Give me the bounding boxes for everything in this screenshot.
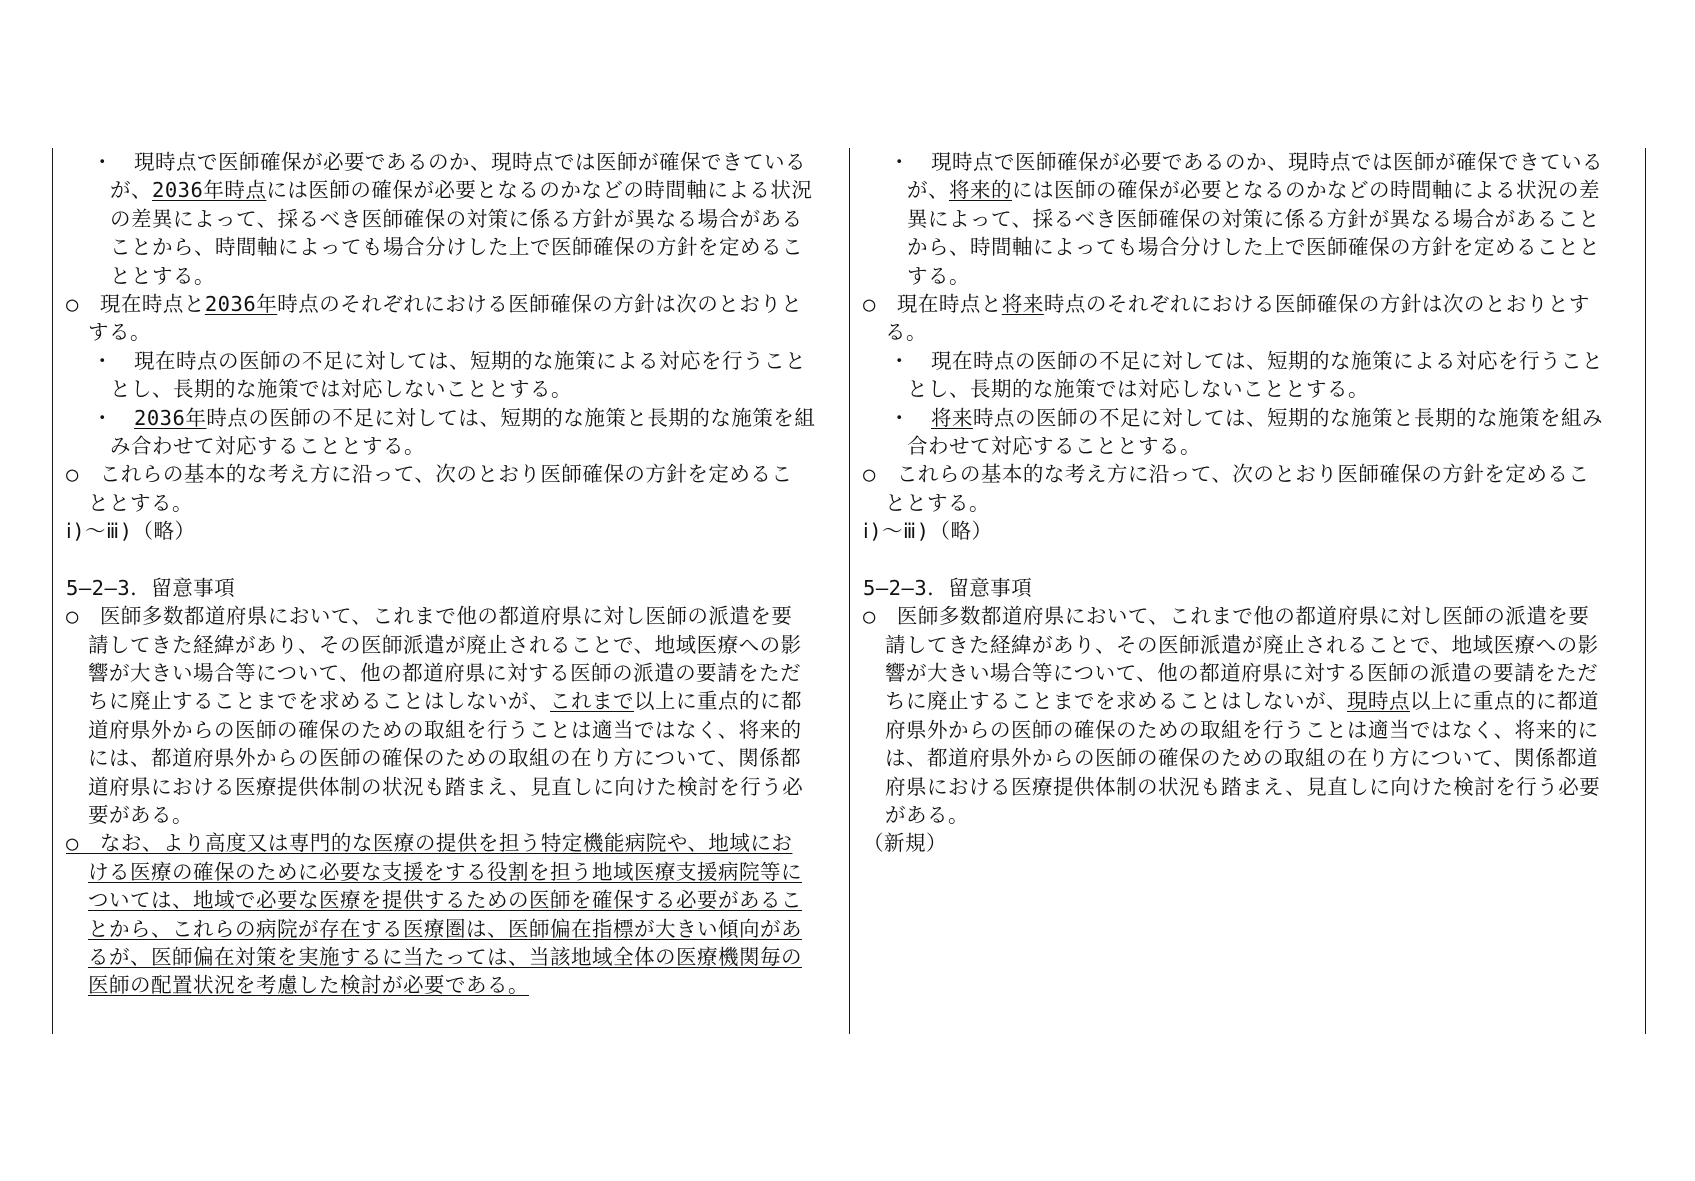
amended-text: 将来的 xyxy=(949,178,1012,203)
text-segment: ・ xyxy=(92,405,134,430)
text-line xyxy=(863,205,1643,233)
text-segment: 請してきた経緯があり、その医師派遣が廃止されることで、地域医療への影 xyxy=(88,632,802,657)
text-line xyxy=(863,404,1643,432)
revised-text-column xyxy=(66,148,846,1000)
text-line xyxy=(66,971,846,999)
amended-text: 現時点 xyxy=(1347,689,1410,714)
text-line xyxy=(66,517,846,545)
amended-text: 将来 xyxy=(931,405,973,430)
text-segment: から、時間軸によっても場合分けした上で医師確保の方針を定めることと xyxy=(907,235,1600,260)
text-segment: には医師の確保が必要となるのかなどの時間軸による状況の差 xyxy=(1012,178,1600,203)
text-segment: 以上に重点的に都 xyxy=(634,689,802,714)
text-line xyxy=(66,886,846,914)
text-segment: る。 xyxy=(885,320,927,345)
text-line xyxy=(66,489,846,517)
text-segment: ○ 現在時点と xyxy=(863,291,1002,316)
text-segment: 時点のそれぞれにおける医師確保の方針は次のとおりと xyxy=(277,291,803,316)
text-line xyxy=(863,318,1643,346)
text-line xyxy=(66,148,846,176)
text-segment: 時点の医師の不足に対しては、短期的な施策と長期的な施策を組み xyxy=(973,405,1603,430)
text-line xyxy=(66,744,846,772)
amended-text: ついては、地域で必要な医療を提供するための医師を確保する必要があるこ xyxy=(88,888,802,913)
text-line xyxy=(863,347,1643,375)
text-line xyxy=(66,631,846,659)
text-line xyxy=(863,602,1643,630)
text-line xyxy=(863,233,1643,261)
text-line xyxy=(863,773,1643,801)
amended-text: これまで xyxy=(550,689,634,714)
text-line xyxy=(863,375,1643,403)
text-segment: 響が大きい場合等について、他の都道府県に対する医師の派遣の要請をただ xyxy=(885,661,1599,686)
text-line xyxy=(863,744,1643,772)
text-segment: ちに廃止することまでを求めることはしないが、 xyxy=(88,689,550,714)
text-segment: ととする。 xyxy=(885,490,990,515)
text-segment: ・ 現在時点の医師の不足に対しては、短期的な施策による対応を行うこと xyxy=(889,348,1603,373)
text-line xyxy=(66,176,846,204)
text-segment: 時点のそれぞれにおける医師確保の方針は次のとおりとす xyxy=(1043,291,1590,316)
text-line xyxy=(66,290,846,318)
amended-text: ける医療の確保のために必要な支援をする役割を担う地域医療支援病院等に xyxy=(88,859,802,884)
text-segment: ○ 現在時点と xyxy=(66,291,205,316)
text-segment: は、都道府県外からの医師の確保のための取組の在り方について、関係都道 xyxy=(885,746,1599,771)
text-segment: が、 xyxy=(907,178,949,203)
text-segment: が、 xyxy=(110,178,152,203)
amended-text: ○ なお、より高度又は専門的な医療の提供を担う特定機能病院や、地域にお xyxy=(66,831,793,856)
text-segment: 響が大きい場合等について、他の都道府県に対する医師の派遣の要請をただ xyxy=(88,661,802,686)
text-segment: 時点の医師の不足に対しては、短期的な施策と長期的な施策を組 xyxy=(206,405,816,430)
text-line xyxy=(66,460,846,488)
text-segment: する。 xyxy=(907,263,970,288)
text-line xyxy=(66,574,846,602)
text-line xyxy=(66,716,846,744)
text-line xyxy=(66,347,846,375)
text-line xyxy=(66,829,846,857)
blank-line xyxy=(863,545,1643,573)
text-segment: 要がある。 xyxy=(88,802,193,827)
text-line xyxy=(66,773,846,801)
amended-text: 将来 xyxy=(1001,291,1044,316)
text-line xyxy=(863,148,1643,176)
amended-text: 2036年 xyxy=(204,291,278,316)
text-line xyxy=(863,574,1643,602)
text-segment: 府県外からの医師の確保のための取組を行うことは適当ではなく、将来的に xyxy=(885,717,1599,742)
text-line xyxy=(66,602,846,630)
text-segment: ちに廃止することまでを求めることはしないが、 xyxy=(885,689,1347,714)
text-line xyxy=(66,432,846,460)
text-line xyxy=(66,205,846,233)
text-segment: ○ 医師多数都道府県において、これまで他の都道府県に対し医師の派遣を要 xyxy=(66,604,793,629)
text-line xyxy=(863,262,1643,290)
text-segment: ととする。 xyxy=(88,490,193,515)
text-segment: ○ これらの基本的な考え方に沿って、次のとおり医師確保の方針を定めるこ xyxy=(66,462,793,487)
current-text-column xyxy=(863,148,1643,858)
text-line xyxy=(863,290,1643,318)
text-segment: 以上に重点的に都道 xyxy=(1410,689,1599,714)
text-segment: 道府県外からの医師の確保のための取組を行うことは適当ではなく、将来的 xyxy=(88,717,802,742)
text-segment: 5―2―3．留意事項 xyxy=(66,575,236,600)
text-segment: 道府県における医療提供体制の状況も踏まえ、見直しに向けた検討を行う必 xyxy=(88,774,804,799)
amended-text: 医師の配置状況を考慮した検討が必要である。 xyxy=(88,973,529,998)
text-segment: 府県における医療提供体制の状況も踏まえ、見直しに向けた検討を行う必要 xyxy=(885,774,1601,799)
text-line xyxy=(863,460,1643,488)
text-segment: ・ 現時点で医師確保が必要であるのか、現時点では医師が確保できている xyxy=(92,150,806,174)
text-line xyxy=(66,262,846,290)
amended-text: るが、医師偏在対策を実施するに当たっては、当該地域全体の医療機関毎の xyxy=(88,944,802,969)
text-segment: 請してきた経緯があり、その医師派遣が廃止されることで、地域医療への影 xyxy=(885,632,1599,657)
text-line xyxy=(863,716,1643,744)
text-segment: とし、長期的な施策では対応しないこととする。 xyxy=(907,377,1369,402)
text-segment: ⅰ)～ⅲ)（略） xyxy=(66,519,196,544)
table-border-left xyxy=(52,148,53,1034)
text-segment: ⅰ)～ⅲ)（略） xyxy=(863,519,993,544)
text-line xyxy=(66,915,846,943)
text-line xyxy=(66,687,846,715)
text-segment: ○ これらの基本的な考え方に沿って、次のとおり医師確保の方針を定めるこ xyxy=(863,462,1590,487)
amended-text: 2036年 xyxy=(134,405,207,430)
text-segment: ととする。 xyxy=(110,263,215,288)
text-line xyxy=(66,318,846,346)
text-segment: ・ 現時点で医師確保が必要であるのか、現時点では医師が確保できている xyxy=(889,150,1603,174)
text-segment: とし、長期的な施策では対応しないこととする。 xyxy=(110,377,572,402)
text-line xyxy=(863,489,1643,517)
text-line xyxy=(863,631,1643,659)
text-line xyxy=(863,176,1643,204)
text-segment: 5―2―3．留意事項 xyxy=(863,575,1033,600)
text-line xyxy=(863,801,1643,829)
blank-line xyxy=(66,545,846,573)
text-segment: ○ 医師多数都道府県において、これまで他の都道府県に対し医師の派遣を要 xyxy=(863,604,1590,629)
text-segment: ことから、時間軸によっても場合分けした上で医師確保の方針を定めるこ xyxy=(110,235,803,260)
text-line xyxy=(863,659,1643,687)
text-segment: がある。 xyxy=(885,802,969,827)
amended-text: 2036年時点 xyxy=(152,178,267,203)
text-line xyxy=(66,943,846,971)
text-line xyxy=(66,375,846,403)
text-line xyxy=(863,517,1643,545)
text-line xyxy=(66,858,846,886)
text-line xyxy=(66,801,846,829)
table-border-middle xyxy=(849,148,850,1034)
text-segment: の差異によって、採るべき医師確保の対策に係る方針が異なる場合がある xyxy=(110,206,803,231)
text-segment: ・ xyxy=(889,405,931,430)
text-line xyxy=(66,233,846,261)
text-line xyxy=(863,687,1643,715)
text-segment: には、都道府県外からの医師の確保のための取組の在り方について、関係都 xyxy=(88,746,802,771)
text-segment: 合わせて対応することとする。 xyxy=(907,433,1201,458)
text-line xyxy=(863,432,1643,460)
text-segment: み合わせて対応することとする。 xyxy=(110,433,425,458)
text-line xyxy=(863,829,1643,857)
text-segment: 異によって、採るべき医師確保の対策に係る方針が異なる場合があること xyxy=(907,206,1600,231)
text-segment: ・ 現在時点の医師の不足に対しては、短期的な施策による対応を行うこと xyxy=(92,348,806,373)
text-line xyxy=(66,659,846,687)
text-segment: する。 xyxy=(88,320,151,345)
text-segment: （新規） xyxy=(863,831,947,856)
amended-text: とから、これらの病院が存在する医療圏は、医師偏在指標が大きい傾向があ xyxy=(88,916,802,941)
text-line xyxy=(66,404,846,432)
table-border-right xyxy=(1645,148,1646,1034)
text-segment: には医師の確保が必要となるのかなどの時間軸による状況 xyxy=(266,178,813,203)
